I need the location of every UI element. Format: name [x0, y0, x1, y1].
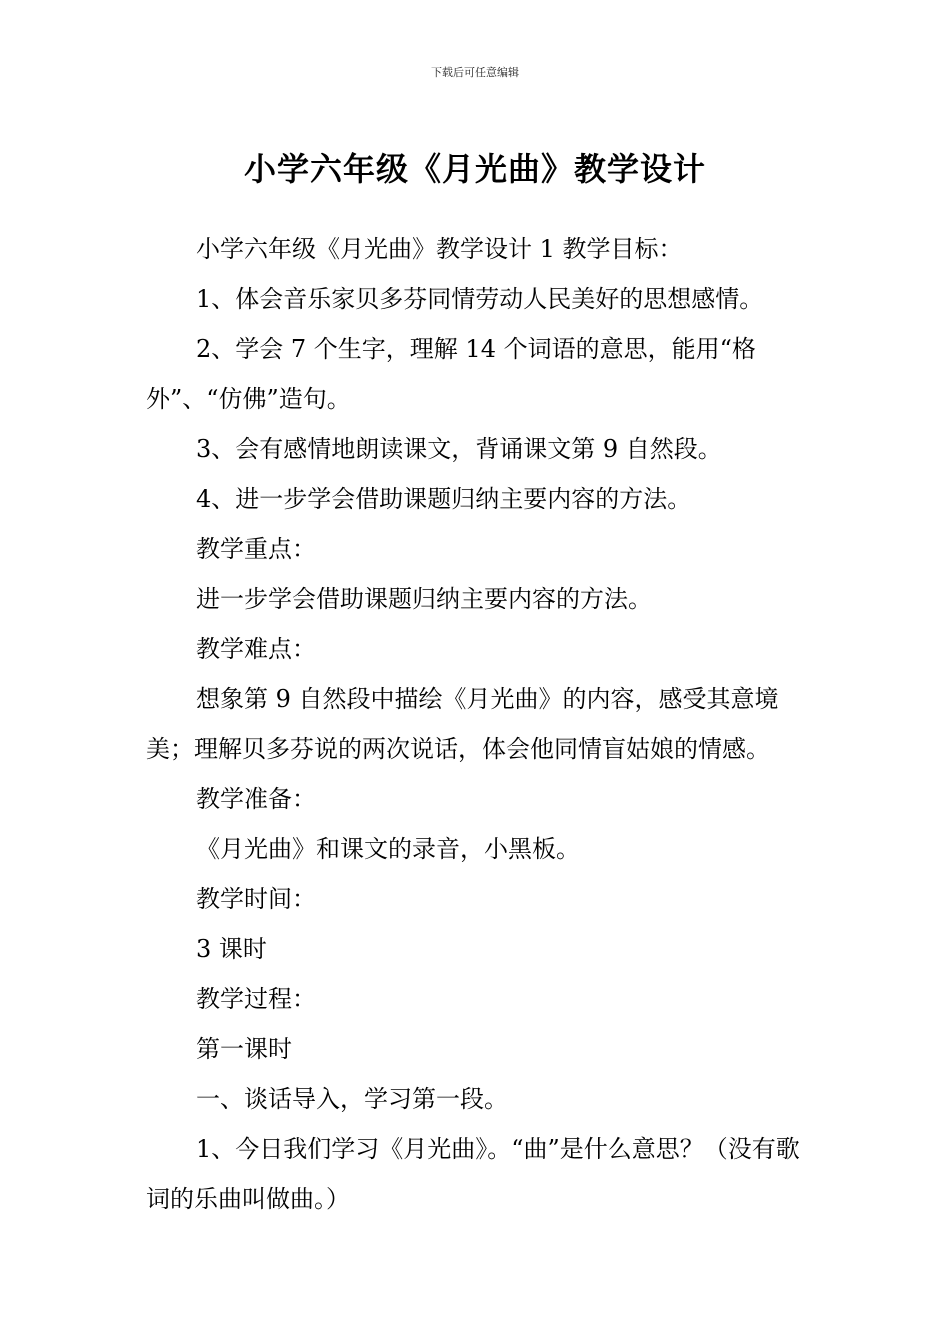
document-body [146, 224, 814, 1224]
heading-time: 教学时间： [196, 885, 316, 913]
paragraph-goal-3: 3、会有感情地朗读课文，背诵课文第 9 自然段。 [196, 435, 722, 463]
paragraph-goal-4: 4、进一步学会借助课题归纳主要内容的方法。 [196, 485, 692, 513]
paragraph-step-1: 一、谈话导入，学习第一段。 [196, 1085, 508, 1113]
paragraph-key-points: 进一步学会借助课题归纳主要内容的方法。 [196, 585, 652, 613]
heading-preparation: 教学准备： [196, 785, 316, 813]
paragraph-preparation: 《月光曲》和课文的录音，小黑板。 [196, 835, 580, 863]
heading-key-points: 教学重点： [196, 535, 316, 563]
paragraph-step-1-1: 1、今日我们学习《月光曲》。“曲”是什么意思？（没有歌词的乐曲叫做曲。） [146, 1135, 800, 1213]
paragraph-goal-1: 1、体会音乐家贝多芬同情劳动人民美好的思想感情。 [196, 285, 764, 313]
page-header-note: 下载后可任意编辑 [431, 66, 519, 79]
document-title: 小学六年级《月光曲》教学设计 [243, 150, 706, 189]
heading-difficulties: 教学难点： [196, 635, 316, 663]
heading-first-lesson: 第一课时 [196, 1035, 292, 1063]
paragraph-difficulties: 想象第 9 自然段中描绘《月光曲》的内容，感受其意境美；理解贝多芬说的两次说话，体会他同情盲姑娘的情感。 [146, 685, 779, 763]
paragraph-time: 3 课时 [196, 935, 267, 963]
heading-process: 教学过程： [196, 985, 316, 1013]
paragraph-intro: 小学六年级《月光曲》教学设计 1 教学目标： [196, 235, 683, 263]
paragraph-goal-2: 2、学会 7 个生字，理解 14 个词语的意思，能用“格外”、“仿佛”造句。 [146, 335, 756, 413]
